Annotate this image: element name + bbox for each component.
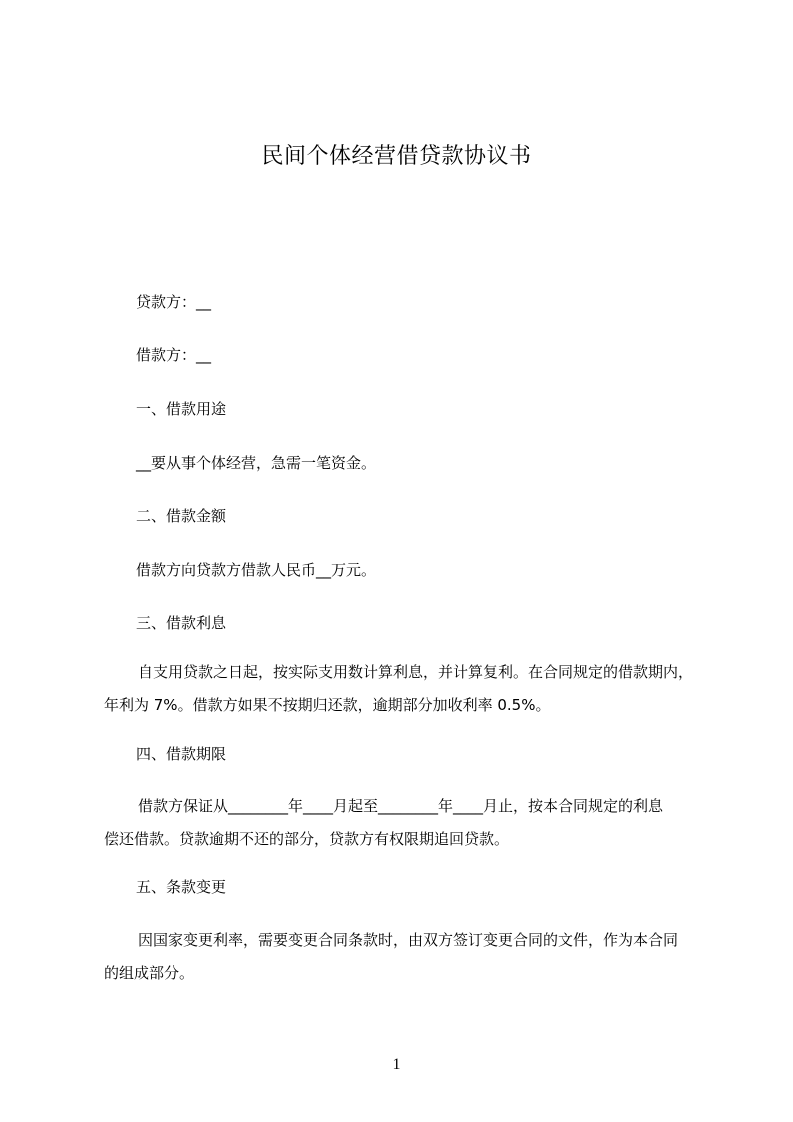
paragraph-line: 偿还借款。贷款逾期不还的部分，贷款方有权限期追回贷款。 (104, 830, 510, 848)
paragraph-line: 因国家变更利率，需要变更合同条款时，由双方签订变更合同的文件，作为本合同 (138, 931, 679, 949)
lender-line: 贷款方：__ (136, 293, 212, 311)
paragraph-line: 的组成部分。 (104, 964, 195, 982)
section-heading-term: 四、借款期限 (136, 745, 227, 763)
section-paragraph-interest (104, 656, 704, 722)
section-paragraph-change (104, 924, 704, 990)
section-text-amount: 借款方向贷款方借款人民币__万元。 (136, 561, 377, 579)
section-heading-purpose: 一、借款用途 (136, 400, 227, 418)
section-paragraph-term (104, 790, 704, 856)
document-title: 民间个体经营借贷款协议书 (261, 144, 532, 169)
paragraph-line: 借款方保证从________年____月起至________年____月止，按本合同规定的利息 (138, 797, 664, 815)
section-text-purpose: __要从事个体经营，急需一笔资金。 (136, 454, 377, 472)
section-heading-change: 五、条款变更 (136, 878, 227, 896)
borrower-line: 借款方：__ (136, 346, 212, 364)
paragraph-line: 自支用贷款之日起，按实际支用数计算利息，并计算复利。在合同规定的借款期内， (138, 663, 694, 681)
page-number: 1 (392, 1056, 401, 1073)
section-heading-amount: 二、借款金额 (136, 507, 227, 525)
section-heading-interest: 三、借款利息 (136, 614, 227, 632)
paragraph-line: 年利为 7%。借款方如果不按期归还款，逾期部分加收利率 0.5%。 (104, 696, 551, 714)
